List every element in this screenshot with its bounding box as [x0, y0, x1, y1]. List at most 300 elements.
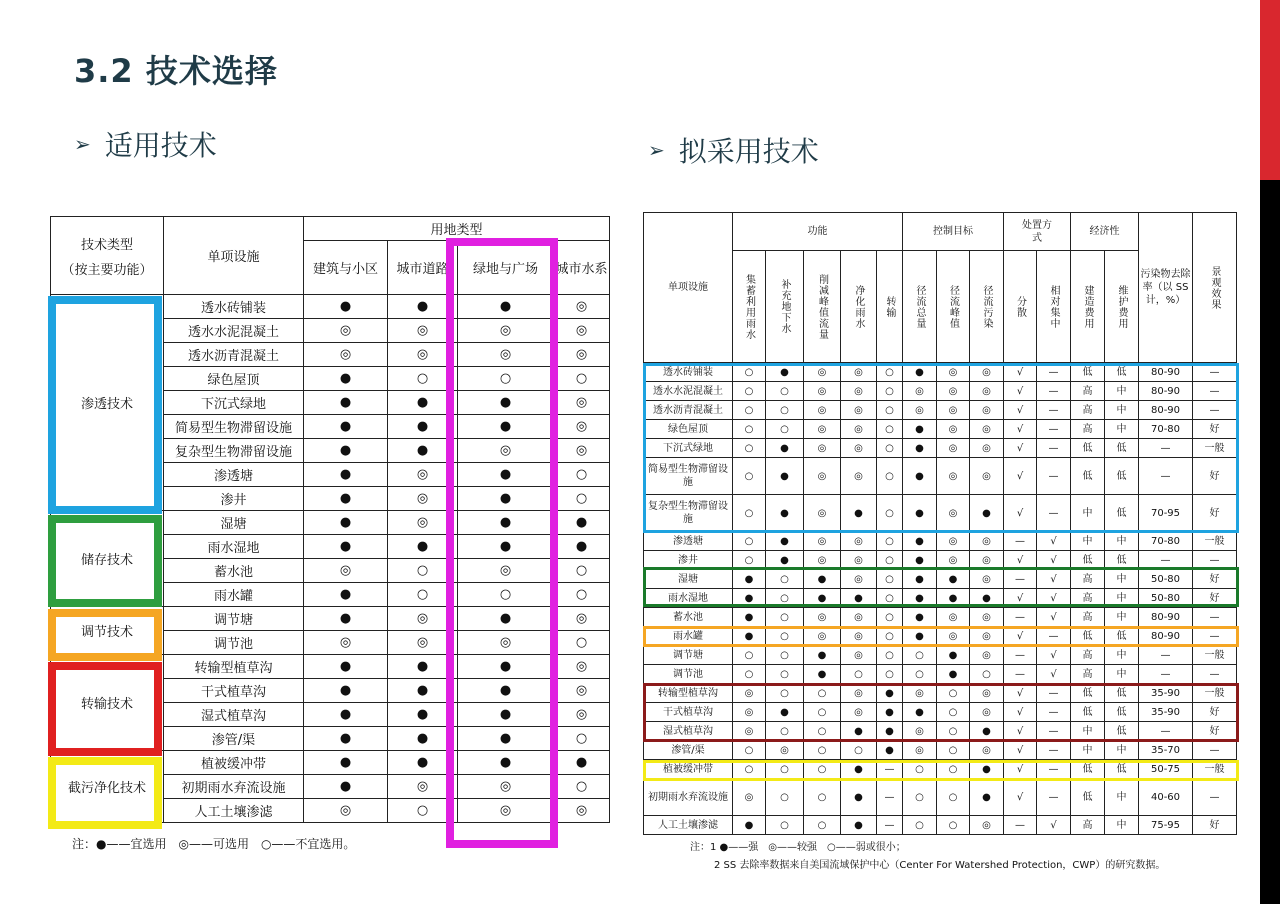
- rating-cell: ●: [937, 570, 970, 589]
- rating-cell: —: [1193, 665, 1237, 684]
- header-sub-col-label: 削减峰值流量: [816, 273, 828, 340]
- rating-cell: 一般: [1193, 646, 1237, 665]
- rating-cell: ◎: [766, 741, 804, 760]
- header-facility: 单项设施: [164, 217, 304, 295]
- suitability-cell: ●: [458, 295, 554, 319]
- suitability-cell: ◎: [458, 631, 554, 655]
- header-group-disposal-label: 处置方式: [1022, 219, 1052, 244]
- rating-cell: ○: [937, 741, 970, 760]
- rating-cell: 好: [1193, 420, 1237, 439]
- rating-cell: ◎: [841, 420, 877, 439]
- rating-cell: ●: [766, 363, 804, 382]
- rating-cell: ◎: [841, 439, 877, 458]
- rating-cell: 好: [1193, 816, 1237, 835]
- category-box-regulation: [48, 609, 162, 661]
- rating-cell: ○: [877, 420, 903, 439]
- rating-cell: ○: [937, 779, 970, 816]
- facility-name: 雨水湿地: [164, 535, 304, 559]
- rating-cell: ◎: [804, 495, 841, 532]
- header-landscape-label: 景观效果: [1209, 265, 1220, 310]
- rating-cell: ○: [804, 760, 841, 779]
- rating-cell: 低: [1105, 684, 1139, 703]
- rating-cell: 一般: [1193, 439, 1237, 458]
- greenland-column-highlight: [446, 238, 558, 848]
- rating-cell: ◎: [937, 382, 970, 401]
- header-sub-col: [1004, 251, 1037, 363]
- facility-name: 调节池: [644, 665, 733, 684]
- rating-cell: 低: [1071, 760, 1105, 779]
- rating-cell: ◎: [970, 627, 1004, 646]
- rating-cell: —: [1139, 722, 1193, 741]
- rating-cell: ●: [903, 439, 937, 458]
- rating-cell: 中: [1105, 779, 1139, 816]
- rating-cell: √: [1037, 570, 1071, 589]
- facility-name: 透水砖铺装: [164, 295, 304, 319]
- rating-cell: 50-80: [1139, 589, 1193, 608]
- rating-cell: ○: [877, 551, 903, 570]
- rating-cell: 35-70: [1139, 741, 1193, 760]
- rating-cell: ○: [937, 703, 970, 722]
- facility-name: 雨水罐: [164, 583, 304, 607]
- suitability-cell: ◎: [554, 655, 610, 679]
- rating-cell: ○: [877, 439, 903, 458]
- rating-cell: ◎: [841, 382, 877, 401]
- rating-cell: ◎: [970, 401, 1004, 420]
- rating-cell: ●: [970, 589, 1004, 608]
- rating-cell: ○: [766, 401, 804, 420]
- suitability-cell: ○: [554, 583, 610, 607]
- rating-cell: ○: [937, 760, 970, 779]
- rating-cell: 低: [1071, 363, 1105, 382]
- header-sub-col: [970, 251, 1004, 363]
- rating-cell: 中: [1071, 532, 1105, 551]
- rating-cell: ○: [766, 684, 804, 703]
- rating-cell: ◎: [937, 495, 970, 532]
- rating-cell: —: [1193, 551, 1237, 570]
- suitability-cell: ●: [554, 535, 610, 559]
- rating-cell: ○: [733, 532, 766, 551]
- rating-cell: —: [1037, 703, 1071, 722]
- rating-cell: √: [1004, 684, 1037, 703]
- accent-bar-black: [1260, 180, 1280, 904]
- suitability-cell: ●: [388, 535, 458, 559]
- rating-cell: ●: [937, 589, 970, 608]
- rating-cell: —: [1037, 401, 1071, 420]
- rating-cell: 低: [1071, 703, 1105, 722]
- header-land-col: 建筑与小区: [304, 241, 388, 295]
- header-group-function: 功能: [733, 213, 903, 251]
- rating-cell: —: [1193, 382, 1237, 401]
- rating-cell: ●: [903, 589, 937, 608]
- rating-cell: 低: [1105, 495, 1139, 532]
- facility-name: 蓄水池: [164, 559, 304, 583]
- category-box-infiltration: [48, 296, 162, 514]
- rating-cell: ◎: [733, 684, 766, 703]
- facility-name: 蓄水池: [644, 608, 733, 627]
- table-row: [644, 608, 1237, 627]
- facility-name: 绿色屋顶: [164, 367, 304, 391]
- header-tech-type-sub: （按主要功能）: [61, 262, 153, 278]
- rating-cell: ○: [877, 401, 903, 420]
- facility-name: 植被缓冲带: [644, 760, 733, 779]
- suitability-cell: ●: [458, 703, 554, 727]
- rating-cell: √: [1004, 495, 1037, 532]
- header-landscape: [1193, 213, 1237, 363]
- rating-cell: ○: [841, 741, 877, 760]
- suitability-cell: ●: [304, 751, 388, 775]
- facility-name: 雨水湿地: [644, 589, 733, 608]
- rating-cell: ◎: [903, 684, 937, 703]
- rating-cell: ◎: [970, 703, 1004, 722]
- bullet-proposed: [648, 130, 819, 170]
- suitability-cell: ●: [388, 751, 458, 775]
- rating-cell: ○: [804, 684, 841, 703]
- header-land-col: 城市水系: [554, 241, 610, 295]
- rating-cell: ●: [766, 551, 804, 570]
- rating-cell: ●: [733, 589, 766, 608]
- suitability-cell: ●: [458, 391, 554, 415]
- rating-cell: ●: [841, 779, 877, 816]
- suitability-cell: ●: [458, 415, 554, 439]
- rating-cell: √: [1004, 382, 1037, 401]
- header-sub-col: [1105, 251, 1139, 363]
- header-group-disposal: [1004, 213, 1071, 251]
- rating-cell: ◎: [841, 551, 877, 570]
- rating-cell: ○: [877, 608, 903, 627]
- rating-cell: 好: [1193, 495, 1237, 532]
- rating-cell: √: [1004, 439, 1037, 458]
- rating-cell: ◎: [937, 401, 970, 420]
- rating-cell: ○: [733, 458, 766, 495]
- rating-cell: √: [1037, 532, 1071, 551]
- suitability-cell: ◎: [554, 415, 610, 439]
- rating-cell: √: [1004, 551, 1037, 570]
- rating-cell: ○: [903, 665, 937, 684]
- suitability-cell: ◎: [554, 799, 610, 823]
- suitability-cell: ◎: [458, 799, 554, 823]
- rating-cell: ●: [841, 589, 877, 608]
- suitability-cell: ◎: [388, 487, 458, 511]
- header-sub-col-label: 径流污染: [981, 284, 992, 329]
- facility-name: 下沉式绿地: [644, 439, 733, 458]
- rating-cell: √: [1037, 608, 1071, 627]
- rating-cell: 中: [1105, 741, 1139, 760]
- rating-cell: 中: [1071, 741, 1105, 760]
- rating-cell: —: [1193, 608, 1237, 627]
- rating-cell: ●: [903, 495, 937, 532]
- suitability-cell: ○: [388, 367, 458, 391]
- rating-cell: 中: [1105, 382, 1139, 401]
- rating-cell: ○: [877, 458, 903, 495]
- rating-cell: ◎: [804, 382, 841, 401]
- table-row: [644, 665, 1237, 684]
- proposed-box-buffer: [643, 760, 1239, 781]
- header-sub-col: [1071, 251, 1105, 363]
- header-removal-rate: [1139, 213, 1193, 363]
- right-table-note-1: 注：1 ●——强 ◎——较强 ○——弱或很小；: [690, 842, 906, 853]
- rating-cell: √: [1004, 401, 1037, 420]
- rating-cell: ○: [733, 420, 766, 439]
- rating-cell: ○: [766, 608, 804, 627]
- rating-cell: ○: [733, 382, 766, 401]
- suitability-cell: ●: [458, 487, 554, 511]
- rating-cell: 50-80: [1139, 570, 1193, 589]
- suitability-cell: ●: [458, 535, 554, 559]
- suitability-cell: ●: [388, 295, 458, 319]
- rating-cell: —: [877, 779, 903, 816]
- rating-cell: ◎: [804, 420, 841, 439]
- rating-cell: ◎: [804, 363, 841, 382]
- rating-cell: ●: [903, 532, 937, 551]
- rating-cell: ○: [766, 779, 804, 816]
- rating-cell: ◎: [804, 551, 841, 570]
- rating-cell: √: [1004, 760, 1037, 779]
- facility-name: 调节塘: [164, 607, 304, 631]
- rating-cell: ◎: [903, 401, 937, 420]
- header-sub-col-label: 维护费用: [1116, 284, 1127, 329]
- accent-bar-red: [1260, 0, 1280, 180]
- suitability-cell: ◎: [458, 343, 554, 367]
- suitability-cell: ◎: [388, 775, 458, 799]
- rating-cell: ◎: [903, 741, 937, 760]
- header-group-control: 控制目标: [903, 213, 1004, 251]
- suitability-cell: ◎: [554, 703, 610, 727]
- facility-name: 雨水罐: [644, 627, 733, 646]
- rating-cell: —: [1037, 722, 1071, 741]
- suitability-cell: ●: [388, 391, 458, 415]
- rating-cell: 中: [1105, 608, 1139, 627]
- facility-name: 简易型生物滞留设施: [164, 415, 304, 439]
- rating-cell: ○: [877, 363, 903, 382]
- rating-cell: 70-80: [1139, 532, 1193, 551]
- rating-cell: ○: [877, 646, 903, 665]
- suitability-cell: ◎: [458, 439, 554, 463]
- rating-cell: ◎: [970, 551, 1004, 570]
- facility-name: 透水水泥混凝土: [644, 382, 733, 401]
- facility-name: 植被缓冲带: [164, 751, 304, 775]
- suitability-cell: ●: [458, 463, 554, 487]
- arrow-bullet-icon: ➢: [648, 138, 665, 162]
- rating-cell: —: [1139, 665, 1193, 684]
- facility-name: 调节塘: [644, 646, 733, 665]
- header-sub-col-label: 集蓄利用雨水: [743, 273, 755, 340]
- header-facility: 单项设施: [644, 213, 733, 363]
- suitability-cell: ○: [554, 631, 610, 655]
- suitability-cell: ○: [554, 727, 610, 751]
- rating-cell: ◎: [970, 439, 1004, 458]
- facility-name: 渗透塘: [644, 532, 733, 551]
- rating-cell: ○: [766, 760, 804, 779]
- rating-cell: √: [1004, 363, 1037, 382]
- suitability-cell: ●: [388, 415, 458, 439]
- rating-cell: 高: [1071, 570, 1105, 589]
- suitability-cell: ●: [554, 511, 610, 535]
- category-cell: 截污净化技术: [51, 751, 164, 823]
- suitability-cell: ◎: [388, 343, 458, 367]
- rating-cell: ◎: [970, 458, 1004, 495]
- rating-cell: ●: [804, 570, 841, 589]
- suitability-cell: ●: [304, 607, 388, 631]
- rating-cell: ◎: [970, 382, 1004, 401]
- facility-name: 湿塘: [164, 511, 304, 535]
- rating-cell: —: [1139, 646, 1193, 665]
- left-table-note: 注：●——宜选用 ◎——可选用 ○——不宜选用。: [72, 837, 356, 851]
- facility-name: 简易型生物滞留设施: [644, 458, 733, 495]
- rating-cell: √: [1037, 646, 1071, 665]
- rating-cell: ○: [877, 570, 903, 589]
- rating-cell: ◎: [970, 532, 1004, 551]
- rating-cell: 高: [1071, 401, 1105, 420]
- rating-cell: ○: [937, 816, 970, 835]
- rating-cell: —: [1037, 760, 1071, 779]
- rating-cell: ○: [766, 570, 804, 589]
- bullet-proposed-label: 拟采用技术: [678, 135, 819, 168]
- suitability-cell: ○: [458, 367, 554, 391]
- rating-cell: ●: [903, 420, 937, 439]
- suitability-cell: ◎: [458, 319, 554, 343]
- bullet-applicable-label: 适用技术: [104, 129, 217, 162]
- rating-cell: 35-90: [1139, 684, 1193, 703]
- rating-cell: ●: [766, 532, 804, 551]
- rating-cell: ●: [903, 608, 937, 627]
- rating-cell: ●: [877, 684, 903, 703]
- rating-cell: ○: [733, 363, 766, 382]
- rating-cell: —: [877, 816, 903, 835]
- suitability-cell: ●: [304, 295, 388, 319]
- category-box-purification: [48, 757, 162, 829]
- rating-cell: ○: [877, 627, 903, 646]
- rating-cell: 70-95: [1139, 495, 1193, 532]
- rating-cell: ○: [766, 816, 804, 835]
- rating-cell: ○: [903, 779, 937, 816]
- facility-name: 渗透塘: [164, 463, 304, 487]
- rating-cell: —: [1004, 816, 1037, 835]
- header-sub-col-label: 径流峰值: [947, 284, 959, 329]
- suitability-cell: ●: [458, 511, 554, 535]
- suitability-cell: ◎: [554, 439, 610, 463]
- facility-name: 湿塘: [644, 570, 733, 589]
- rating-cell: 中: [1071, 722, 1105, 741]
- rating-cell: ◎: [903, 722, 937, 741]
- rating-cell: ●: [804, 665, 841, 684]
- category-cell: 转输技术: [51, 655, 164, 751]
- rating-cell: 一般: [1193, 760, 1237, 779]
- rating-cell: —: [1037, 439, 1071, 458]
- rating-cell: ◎: [970, 570, 1004, 589]
- rating-cell: 好: [1193, 703, 1237, 722]
- rating-cell: ◎: [937, 420, 970, 439]
- header-sub-col-label: 净化雨水: [853, 284, 864, 329]
- rating-cell: 80-90: [1139, 382, 1193, 401]
- rating-cell: ○: [804, 816, 841, 835]
- rating-cell: ●: [937, 646, 970, 665]
- header-sub-col-label: 转输: [884, 295, 895, 318]
- rating-cell: —: [1193, 779, 1237, 816]
- rating-cell: —: [1193, 401, 1237, 420]
- rating-cell: ●: [841, 495, 877, 532]
- facility-name: 人工土壤渗滤: [644, 816, 733, 835]
- rating-cell: ◎: [937, 439, 970, 458]
- rating-cell: 好: [1193, 458, 1237, 495]
- rating-cell: ○: [733, 551, 766, 570]
- suitability-cell: ●: [388, 655, 458, 679]
- rating-cell: —: [1037, 458, 1071, 495]
- rating-cell: ◎: [841, 684, 877, 703]
- suitability-cell: ●: [304, 727, 388, 751]
- rating-cell: ◎: [841, 608, 877, 627]
- facility-name: 初期雨水弃流设施: [644, 779, 733, 816]
- proposed-box-conveyance: [643, 683, 1239, 742]
- suitability-cell: ◎: [304, 343, 388, 367]
- rating-cell: ○: [733, 495, 766, 532]
- suitability-cell: ○: [554, 463, 610, 487]
- rating-cell: 一般: [1193, 532, 1237, 551]
- rating-cell: ○: [804, 741, 841, 760]
- rating-cell: ○: [766, 420, 804, 439]
- rating-cell: ◎: [804, 627, 841, 646]
- rating-cell: ◎: [804, 439, 841, 458]
- suitability-cell: ●: [304, 439, 388, 463]
- rating-cell: 低: [1071, 458, 1105, 495]
- facility-name: 渗井: [644, 551, 733, 570]
- suitability-cell: ◎: [554, 391, 610, 415]
- header-sub-col: [877, 251, 903, 363]
- rating-cell: 80-90: [1139, 401, 1193, 420]
- rating-cell: ●: [903, 703, 937, 722]
- table-row: [644, 816, 1237, 835]
- rating-cell: ○: [903, 816, 937, 835]
- rating-cell: ◎: [841, 646, 877, 665]
- rating-cell: ○: [766, 665, 804, 684]
- rating-cell: ○: [766, 382, 804, 401]
- bullet-applicable: [74, 124, 217, 164]
- rating-cell: —: [1004, 570, 1037, 589]
- rating-cell: 低: [1071, 439, 1105, 458]
- suitability-cell: ○: [554, 487, 610, 511]
- rating-cell: —: [1004, 532, 1037, 551]
- rating-cell: —: [1037, 741, 1071, 760]
- suitability-cell: ◎: [458, 559, 554, 583]
- rating-cell: —: [1193, 363, 1237, 382]
- facility-name: 透水水泥混凝土: [164, 319, 304, 343]
- suitability-cell: ●: [304, 583, 388, 607]
- rating-cell: ○: [804, 703, 841, 722]
- rating-cell: 低: [1071, 779, 1105, 816]
- suitability-cell: ○: [388, 559, 458, 583]
- rating-cell: 50-75: [1139, 760, 1193, 779]
- rating-cell: 80-90: [1139, 608, 1193, 627]
- facility-name: 复杂型生物滞留设施: [164, 439, 304, 463]
- header-sub-col-label: 相对集中: [1048, 284, 1059, 329]
- rating-cell: ●: [733, 627, 766, 646]
- rating-cell: —: [1037, 684, 1071, 703]
- arrow-bullet-icon: ➢: [74, 132, 91, 156]
- rating-cell: —: [1004, 665, 1037, 684]
- header-sub-col-label: 建造费用: [1082, 284, 1093, 329]
- suitability-cell: ◎: [554, 343, 610, 367]
- rating-cell: 一般: [1193, 684, 1237, 703]
- rating-cell: 好: [1193, 589, 1237, 608]
- rating-cell: ◎: [733, 703, 766, 722]
- rating-cell: ◎: [804, 608, 841, 627]
- suitability-cell: ◎: [304, 319, 388, 343]
- rating-cell: —: [1037, 382, 1071, 401]
- rating-cell: ◎: [903, 382, 937, 401]
- rating-cell: ○: [877, 589, 903, 608]
- rating-cell: ○: [937, 722, 970, 741]
- rating-cell: ●: [970, 779, 1004, 816]
- suitability-cell: ●: [458, 751, 554, 775]
